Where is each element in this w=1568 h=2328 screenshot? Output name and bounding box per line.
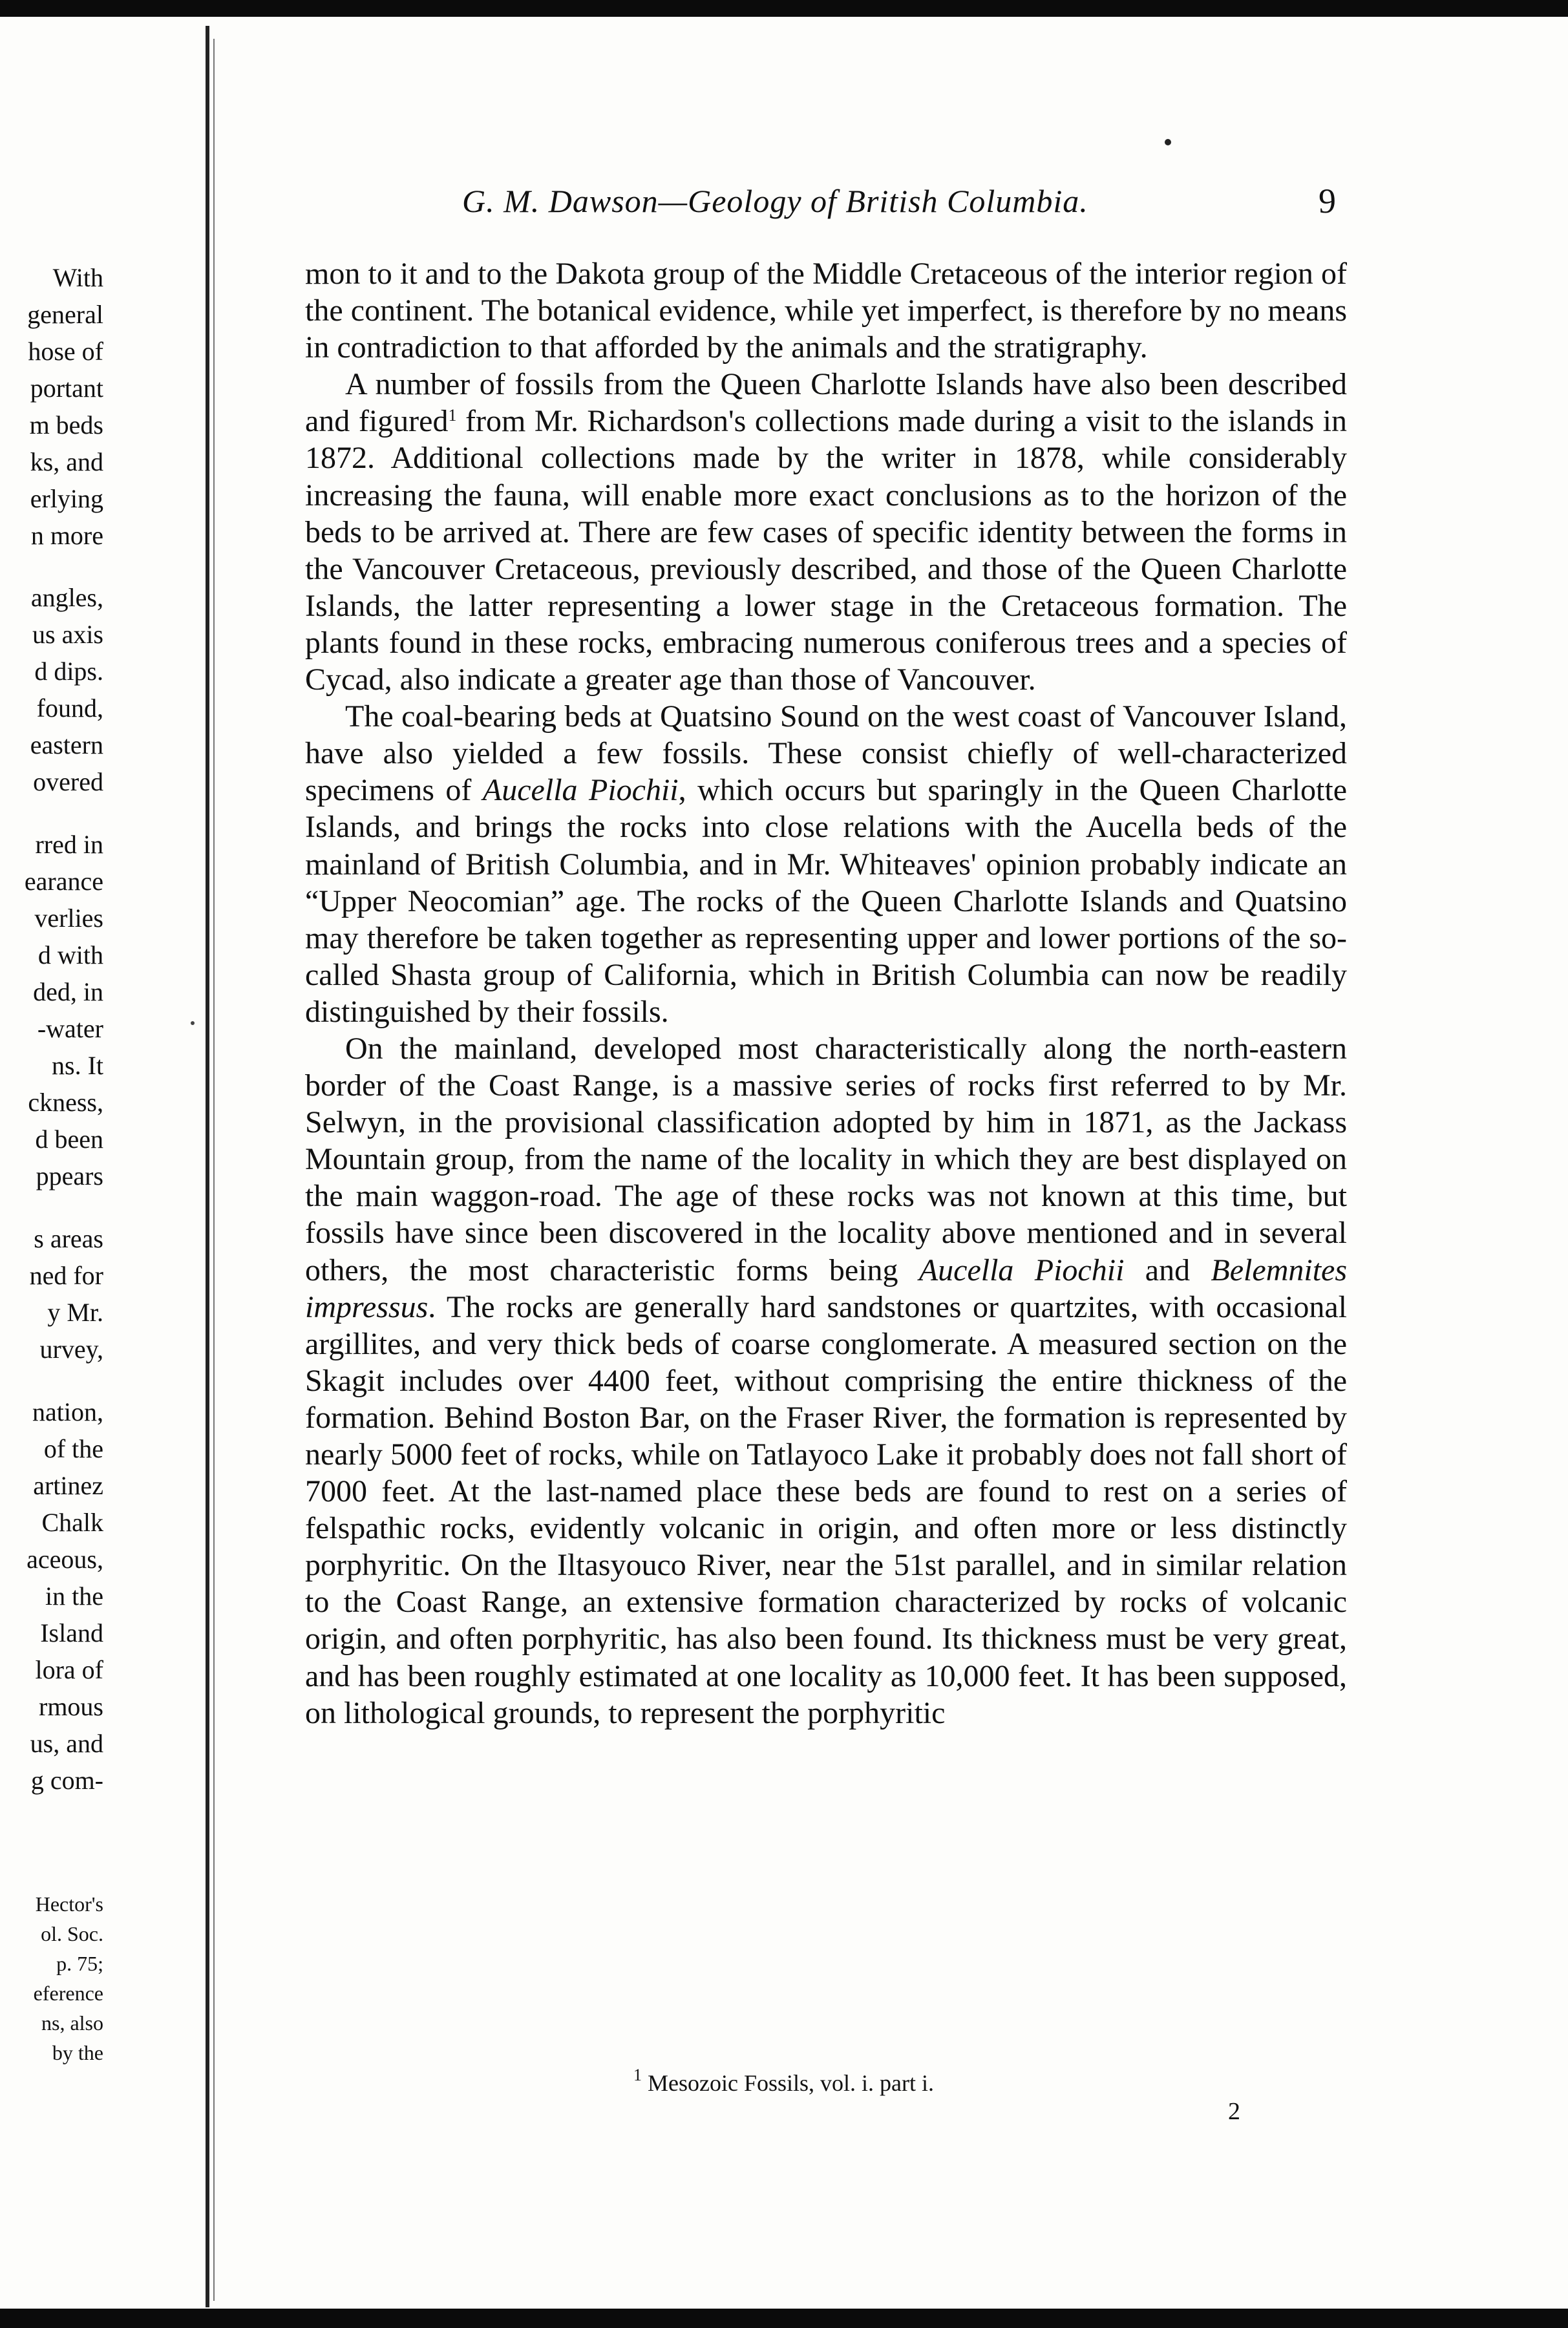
left-page-line: m beds bbox=[29, 410, 103, 439]
paragraph bbox=[305, 1030, 1347, 1731]
left-page-line: urvey, bbox=[39, 1335, 103, 1364]
running-head: G. M. Dawson—Geology of British Columbia. bbox=[462, 183, 1088, 219]
left-page-line: Chalk bbox=[41, 1508, 103, 1537]
left-page-line: eference bbox=[33, 1982, 103, 2005]
left-page-line: y Mr. bbox=[47, 1298, 103, 1327]
left-page-line: ned for bbox=[29, 1261, 103, 1290]
left-page-line: d been bbox=[35, 1125, 103, 1154]
left-page-line: found, bbox=[36, 693, 103, 723]
page-blemish bbox=[1165, 139, 1171, 145]
left-page-line: ns, also bbox=[41, 2011, 103, 2035]
left-page-line: verlies bbox=[34, 904, 103, 933]
left-page-line: portant bbox=[30, 374, 103, 403]
page-number: 9 bbox=[1319, 182, 1336, 220]
left-page-line: d dips. bbox=[34, 657, 103, 686]
left-page-line: us, and bbox=[30, 1729, 103, 1758]
left-page-line: ppears bbox=[36, 1161, 103, 1190]
left-page-line: in the bbox=[45, 1582, 103, 1611]
species-name: Belemnites impressus bbox=[305, 1253, 1348, 1324]
paragraph-text: The coal-bearing beds at Quatsino Sound on the west coast of Vancouver Island, have also yielded a few fossils. These consist chiefly of well-characterized specimens of bbox=[305, 699, 1347, 808]
paragraph bbox=[305, 366, 1347, 698]
scan-border-top bbox=[0, 0, 1568, 17]
left-page-line: of the bbox=[43, 1434, 103, 1463]
left-page-line: d with bbox=[37, 940, 103, 969]
left-page-line: eastern bbox=[30, 730, 103, 759]
left-page-line: lora of bbox=[35, 1655, 103, 1684]
paragraph-text: . The rocks are generally hard sandstones or quartzites, with occasional argillites, and very thick beds of coarse conglomerate. A measured section on the Skagit includes over 4400 feet, without comprising the entire thickness of the formation. Behind Boston Bar, on the Fraser River, the formation is represented by nearly 5000 feet of rocks, while on Tatlayoco Lake it probably does not fall short of 7000 feet. At the last-named place these beds are found to rest on a series of felspathic rocks, evidently volcanic in origin, and often more or less distinctly porphyritic. On the Iltasyouco River, near the 51st parallel, and in similar relation to the Coast Range, an extensive formation characterized by rocks of volcanic origin, and often porphyritic, has also been found. Its thickness must be very great, and has been roughly estimated at one locality as 10,000 feet. It has been supposed, on lithological grounds, to represent the porphyritic bbox=[305, 1289, 1347, 1730]
left-page-line: us axis bbox=[32, 620, 103, 649]
left-page-line: ks, and bbox=[30, 447, 103, 476]
left-page-line: Island bbox=[40, 1618, 103, 1647]
left-page-line: n more bbox=[30, 521, 103, 550]
left-page-line: artinez bbox=[33, 1471, 103, 1500]
left-page-line: angles, bbox=[30, 583, 103, 612]
left-page-line: Hector's bbox=[35, 1892, 103, 1916]
left-page-line: hose of bbox=[28, 337, 103, 366]
left-page-line: overed bbox=[33, 767, 103, 796]
main-text-column bbox=[305, 255, 1347, 1731]
left-page-line: With bbox=[52, 263, 103, 292]
left-page-line: rmous bbox=[39, 1692, 103, 1721]
left-page-line: ckness, bbox=[28, 1088, 103, 1117]
left-page-line: nation, bbox=[32, 1397, 103, 1426]
left-page-line: erlying bbox=[30, 484, 103, 513]
left-page-line: -water bbox=[37, 1014, 103, 1043]
species-name: Aucella Piochii bbox=[482, 773, 679, 808]
left-page-fragment bbox=[0, 0, 110, 2328]
left-page-line: rred in bbox=[35, 830, 103, 859]
left-page-line: s areas bbox=[34, 1224, 103, 1253]
paragraph-text: and bbox=[1124, 1253, 1211, 1287]
paragraph: mon to it and to the Dakota group of the Middle Cretaceous of the interior region of the continent. The botanical evidence, while yet imperfect, is therefore by no means in contradiction to that afforded by the animals and the stratigraphy. bbox=[305, 257, 1347, 365]
paragraph bbox=[305, 698, 1347, 1030]
paragraph-text: On the mainland, developed most characteristically along the north-eastern border of the Coast Range, is a massive series of rocks first referred to by Mr. Selwyn, in the provisional classification adopted by him in 1871, as the Jackass Mountain group, from the name of the locality in which they are best displayed on the main waggon-road. The age of these rocks was not known at this time, but fossils have since been discovered in the locality above mentioned and in several others, the most characteristic forms being bbox=[305, 1031, 1347, 1287]
page-gutter-shadow bbox=[213, 39, 215, 2301]
species-name: Aucella Piochii bbox=[918, 1253, 1125, 1287]
footnote-marker: 1 bbox=[633, 2066, 642, 2084]
left-page-line: by the bbox=[52, 2041, 103, 2064]
left-page-line: g com- bbox=[30, 1766, 103, 1795]
signature-mark: 2 bbox=[1228, 2098, 1240, 2125]
paragraph-text: A number of fossils from the Queen Charlotte Islands have also been described and figured bbox=[305, 367, 1347, 439]
left-page-line: ded, in bbox=[33, 977, 103, 1006]
left-page-line: ns. It bbox=[52, 1051, 103, 1080]
paragraph-text: , which occurs but sparingly in the Queen Charlotte Islands, and brings the rocks into close relations with the Aucella beds of the mainland of British Columbia, and in Mr. Whiteaves' opinion probably indicate an “Upper Neocomian” age. The rocks of the Queen Charlotte Islands and Quatsino may therefore be taken together as representing upper and lower portions of the so-called Shasta group of California, which in British Columbia can now be readily distinguished by their fossils. bbox=[305, 773, 1348, 1029]
left-page-line: general bbox=[27, 300, 103, 329]
page-gutter bbox=[206, 26, 209, 2307]
footnote-text: Mesozoic Fossils, vol. i. part i. bbox=[642, 2070, 934, 2096]
left-page-line: aceous, bbox=[26, 1545, 103, 1574]
page-blemish bbox=[191, 1021, 195, 1025]
footnote-marker: 1 bbox=[448, 406, 457, 425]
left-page-line: p. 75; bbox=[56, 1952, 103, 1975]
paragraph-text: from Mr. Richardson's collections made during a visit to the islands in 1872. Additional collections made by the writer in 1878, while considerably increasing the fauna, will enable more exact conclusions as to the horizon of the beds to be arrived at. There are few cases of specific identity between the forms in the Vancouver Cretaceous, previously described, and those of the Queen Charlotte Islands, the latter representing a lower stage in the Cretaceous formation. The plants found in these rocks, embracing numerous coniferous trees and a species of Cycad, also indicate a greater age than those of Vancouver. bbox=[305, 404, 1347, 697]
left-page-line: earance bbox=[24, 867, 103, 896]
footnote bbox=[633, 2066, 934, 2097]
left-page-line: ol. Soc. bbox=[41, 1922, 103, 1945]
scan-border-bottom bbox=[0, 2309, 1568, 2328]
